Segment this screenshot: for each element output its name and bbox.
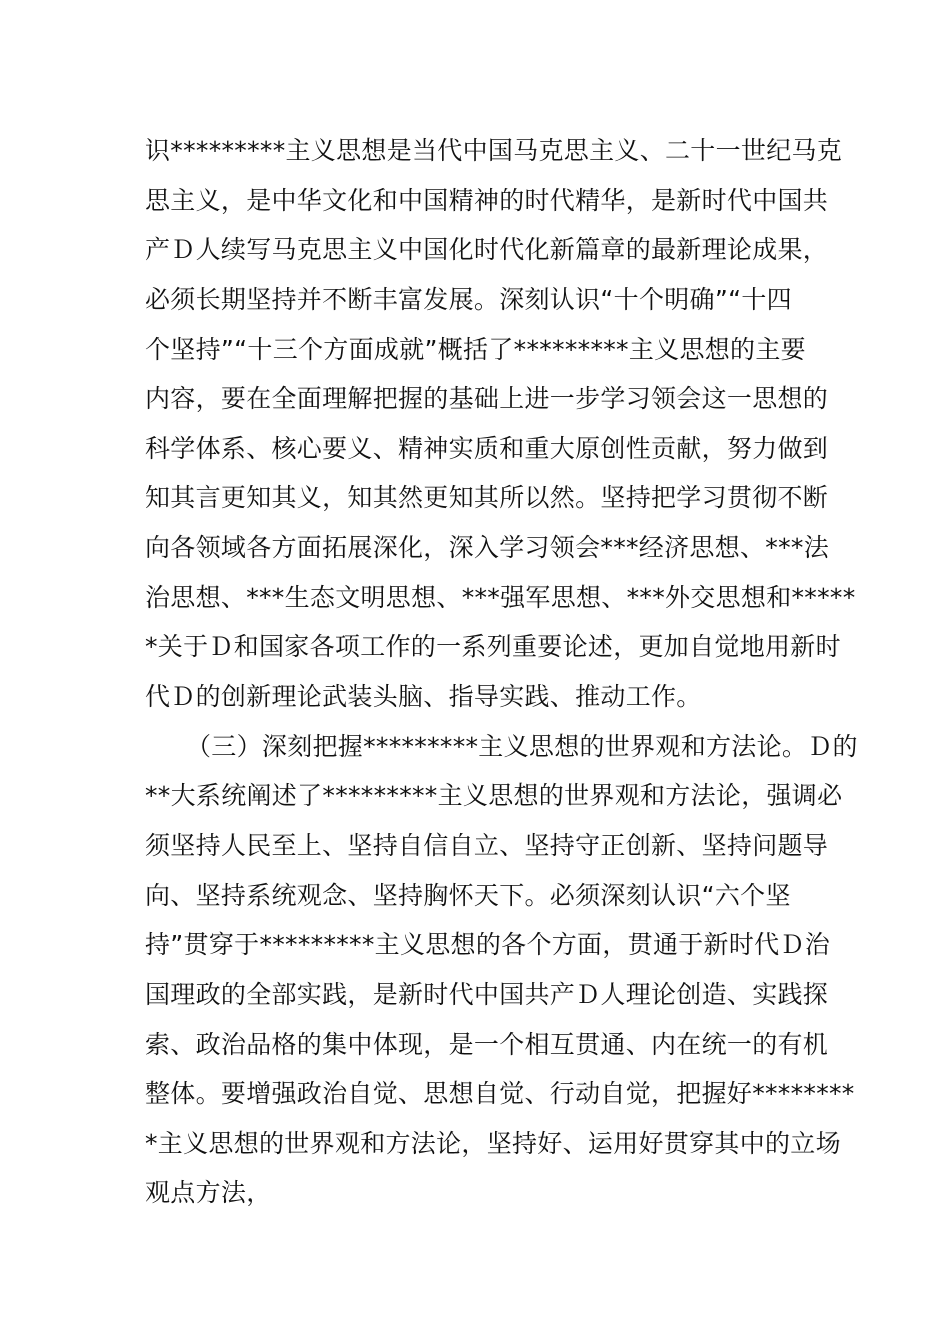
text-line: *关于Ｄ和国家各项工作的一系列重要论述，更加自觉地用新时 <box>145 632 841 661</box>
text-line: 代Ｄ的创新理论武装头脑、指导实践、推动工作。 <box>145 682 702 711</box>
text-line: 索、政治品格的集中体现，是一个相互贯通、内在统一的有机 <box>145 1030 829 1059</box>
text-line: 科学体系、核心要义、精神实质和重大原创性贡献，努力做到 <box>145 434 829 463</box>
text-line: **大系统阐述了*********主义思想的世界观和方法论，强调必 <box>145 781 843 810</box>
text-line: 个坚持”“十三个方面成就”概括了*********主义思想的主要 <box>145 335 806 364</box>
text-line: 须坚持人民至上、坚持自信自立、坚持守正创新、坚持问题导 <box>145 831 829 860</box>
text-line: 国理政的全部实践，是新时代中国共产Ｄ人理论创造、实践探 <box>145 980 829 1009</box>
text-line: 向各领域各方面拓展深化，深入学习领会***经济思想、***法 <box>145 533 830 562</box>
text-line: 整体。要增强政治自觉、思想自觉、行动自觉，把握好******** <box>145 1079 855 1108</box>
text-line: 治思想、***生态文明思想、***强军思想、***外交思想和***** <box>145 583 856 612</box>
text-line: 持”贯穿于*********主义思想的各个方面，贯通于新时代Ｄ治 <box>145 930 831 959</box>
text-line: 必须长期坚持并不断丰富发展。深刻认识“十个明确”“十四 <box>145 285 792 314</box>
text-line: 思主义，是中华文化和中国精神的时代精华，是新时代中国共 <box>145 186 829 215</box>
text-line: 内容，要在全面理解把握的基础上进一步学习领会这一思想的 <box>145 384 829 413</box>
text-line: 产Ｄ人续写马克思主义中国化时代化新篇章的最新理论成果， <box>145 235 829 264</box>
text-line: *主义思想的世界观和方法论，坚持好、运用好贯穿其中的立场 <box>145 1129 841 1158</box>
text-line: 向、坚持系统观念、坚持胸怀天下。必须深刻认识“六个坚 <box>145 881 791 910</box>
text-line: 知其言更知其义，知其然更知其所以然。坚持把学习贯彻不断 <box>145 483 829 512</box>
text-line: 观点方法， <box>145 1178 272 1207</box>
section-heading-line: （三）深刻把握*********主义思想的世界观和方法论。Ｄ的 <box>186 732 858 761</box>
text-line: 识*********主义思想是当代中国马克思主义、二十一世纪马克 <box>145 136 843 165</box>
